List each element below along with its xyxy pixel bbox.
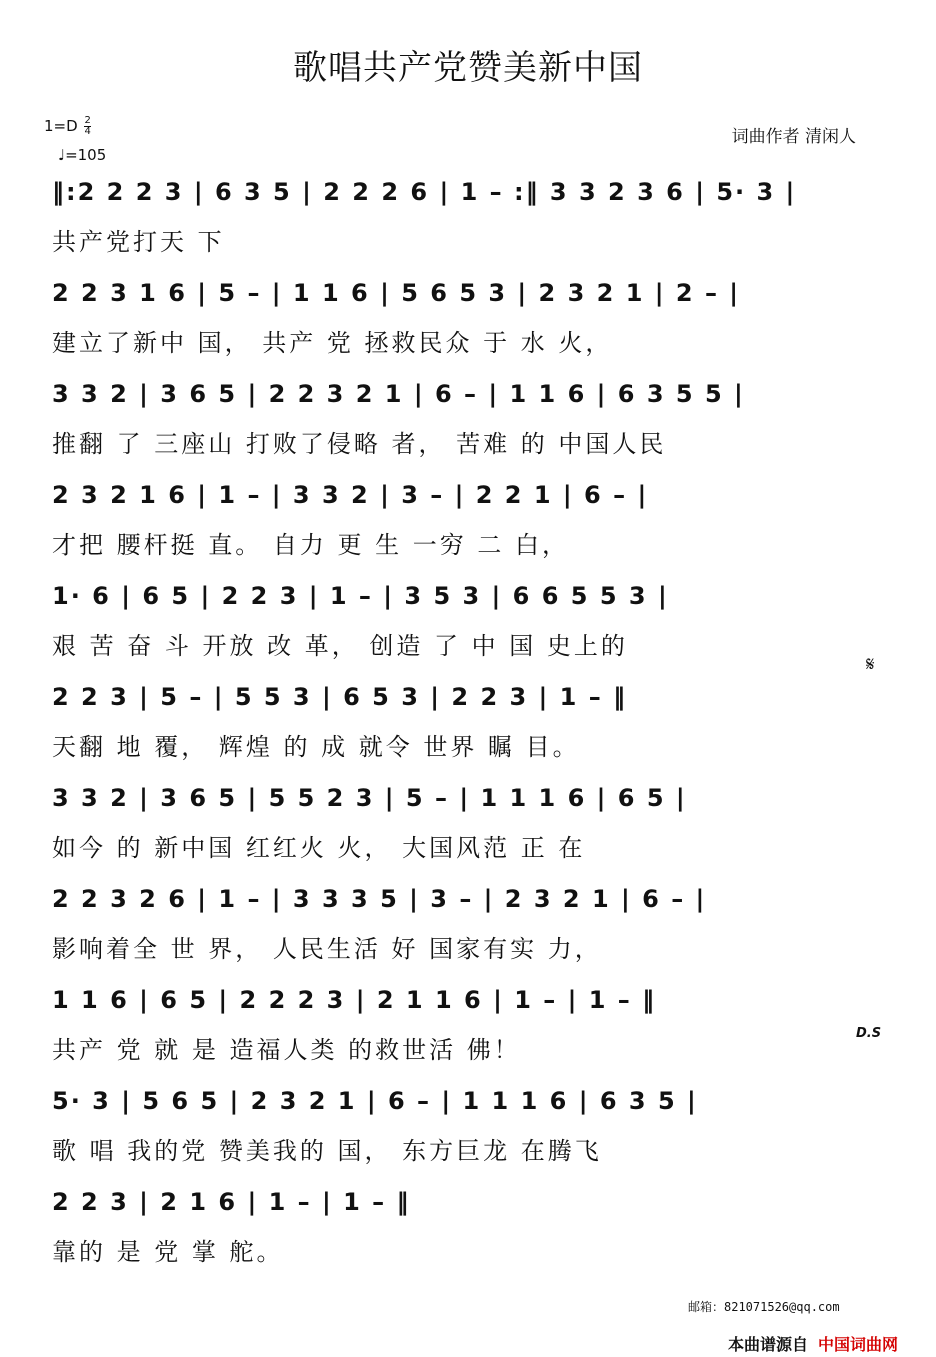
time-signature-bottom: 4 xyxy=(84,126,91,137)
lyrics-line: 推翻 了 三座山 打败了侵略 者， 苦难 的 中国人民 xyxy=(52,430,667,458)
source-site-link[interactable]: 中国词曲网 xyxy=(818,1335,899,1354)
lyrics-line: 建立了新中 国， 共产 党 拯救民众 于 水 火， xyxy=(52,329,613,357)
notation-line: 2 3 2 1 6 | 1 – | 3 3 2 | 3 – | 2 2 1 | 6 – | xyxy=(52,481,649,509)
notation-line: 1 1 6 | 6 5 | 2 2 2 3 | 2 1 1 6 | 1 – | 1 – ‖ xyxy=(52,986,657,1014)
source-label: 本曲谱源自 xyxy=(728,1335,809,1354)
notation-line: 2 2 3 1 6 | 5 – | 1 1 6 | 5 6 5 3 | 2 3 2 1 | 2 – | xyxy=(52,279,741,307)
lyrics-line: 共产党打天 下 xyxy=(52,228,225,256)
notation-line: ‖:2 2 2 3 | 6 3 5 | 2 2 2 6 | 1 – :‖ 3 3 2 3 6 | 5· 3 | xyxy=(52,178,797,206)
lyrics-line: 共产 党 就 是 造福人类 的救世活 佛！ xyxy=(52,1036,521,1064)
dal-segno-mark: D.S xyxy=(856,1026,882,1041)
contact-email: 邮箱：821071526@qq.com xyxy=(688,1300,840,1314)
key-label: 1=D xyxy=(44,117,78,135)
composer-credit: 词曲作者 清闲人 xyxy=(731,127,856,147)
lyrics-line: 靠的 是 党 掌 舵。 xyxy=(52,1238,284,1266)
lyrics-line: 歌 唱 我的党 赞美我的 国， 东方巨龙 在腾飞 xyxy=(52,1137,602,1165)
notation-line: 2 2 3 | 2 1 6 | 1 – | 1 – ‖ xyxy=(52,1188,411,1216)
time-signature xyxy=(84,116,90,137)
lyrics-line: 天翻 地 覆， 辉煌 的 成 就令 世界 瞩 目。 xyxy=(52,733,580,761)
lyrics-line: 才把 腰杆挺 直。 自力 更 生 一穷 二 白， xyxy=(52,531,570,559)
tempo-marking: ♩=105 xyxy=(58,146,107,164)
notation-line: 3 3 2 | 3 6 5 | 5 5 2 3 | 5 – | 1 1 1 6 | 6 5 | xyxy=(52,784,687,812)
source-credit xyxy=(728,1332,898,1355)
notation-line: 3 3 2 | 3 6 5 | 2 2 3 2 1 | 6 – | 1 1 6 | 6 3 5 5 | xyxy=(52,380,745,408)
score-title: 歌唱共产党赞美新中国 xyxy=(293,48,643,88)
lyrics-line: 如今 的 新中国 红红火 火， 大国风范 正 在 xyxy=(52,834,586,862)
notation-line: 2 2 3 2 6 | 1 – | 3 3 3 5 | 3 – | 2 3 2 1 | 6 – | xyxy=(52,885,707,913)
notation-line: 2 2 3 | 5 – | 5 5 3 | 6 5 3 | 2 2 3 | 1 – ‖ xyxy=(52,683,628,711)
key-signature xyxy=(44,116,91,137)
notation-line: 1· 6 | 6 5 | 2 2 3 | 1 – | 3 5 3 | 6 6 5 5 3 | xyxy=(52,582,669,610)
segno-sign: 𝄋 xyxy=(866,652,875,676)
lyrics-line: 影响着全 世 界， 人民生活 好 国家有实 力， xyxy=(52,935,602,963)
lyrics-line: 艰 苦 奋 斗 开放 改 革， 创造 了 中 国 史上的 xyxy=(52,632,628,660)
time-signature-top: 2 xyxy=(84,115,91,126)
notation-line: 5· 3 | 5 6 5 | 2 3 2 1 | 6 – | 1 1 1 6 | 6 3 5 | xyxy=(52,1087,698,1115)
